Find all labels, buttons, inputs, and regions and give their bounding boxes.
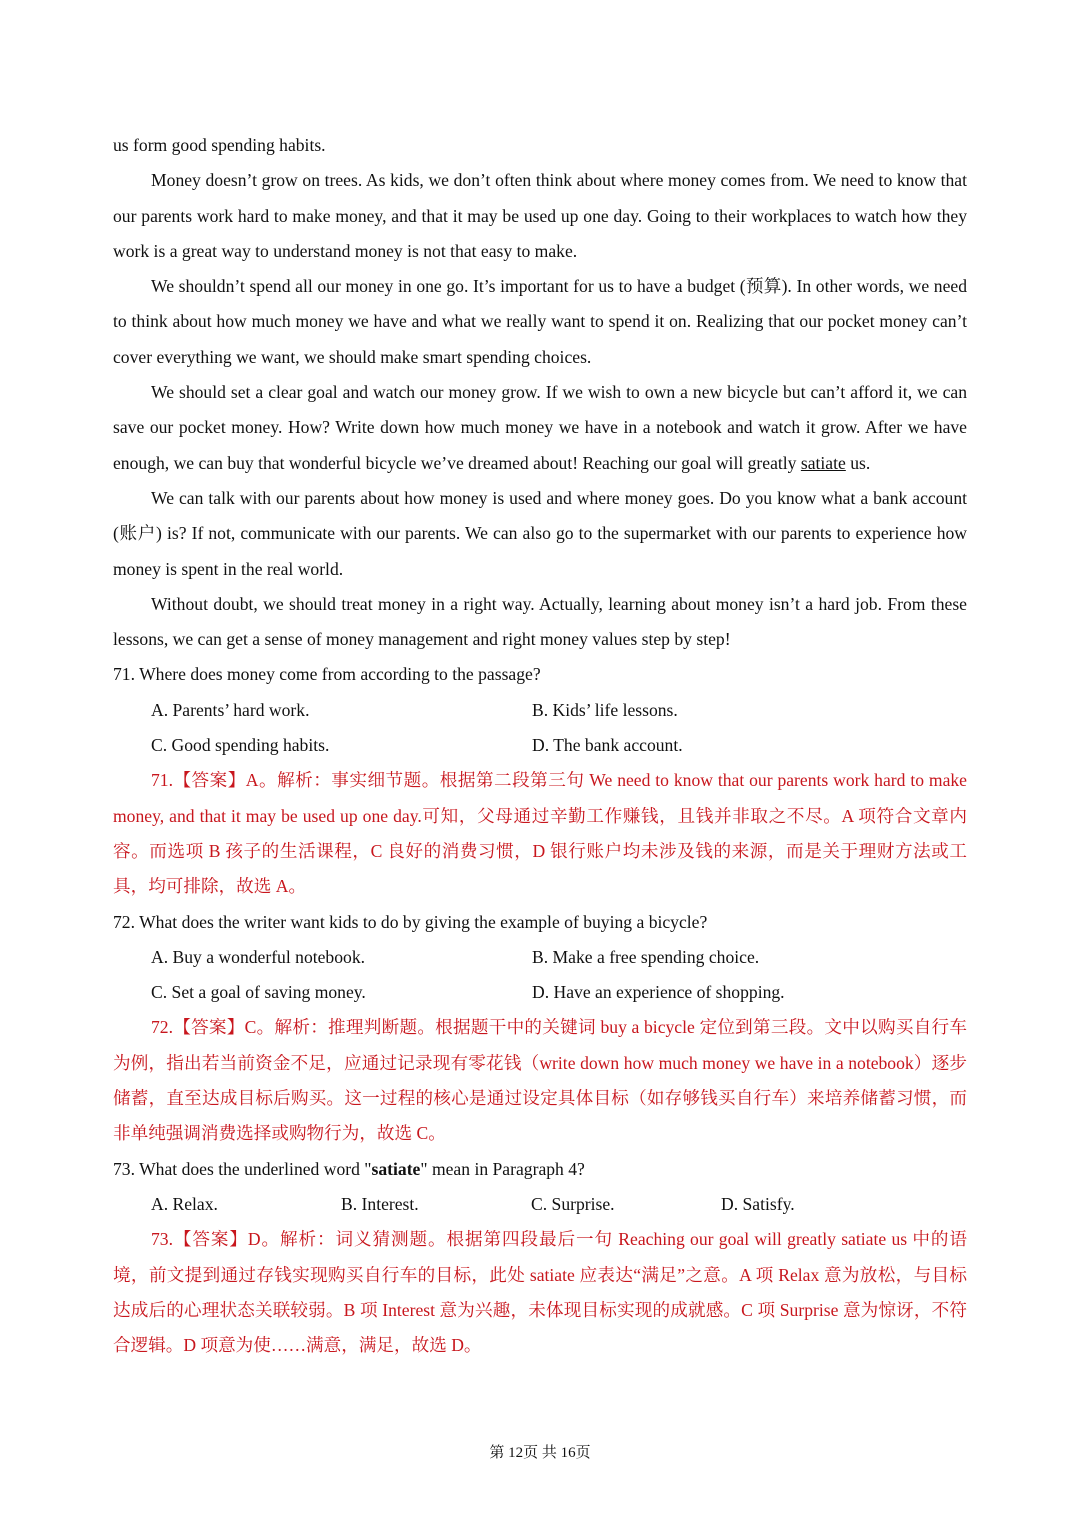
question-73-option-d: D. Satisfy. [721, 1193, 795, 1214]
question-73-stem [113, 1152, 967, 1187]
question-71-option-b: B. Kids’ life lessons. [532, 699, 678, 720]
question-72-option-d: D. Have an experience of shopping. [532, 982, 785, 1003]
passage-paragraph-4: We can talk with our parents about how money is used and where money goes. Do you know what a bank account (账户) is? If not, communicate with our parents. We can also go to the supermarket with our parents to experience how money is spent in the real world. [113, 487, 967, 579]
question-71-option-c: C. Good spending habits. [151, 735, 330, 756]
underlined-word-satiate: satiate [800, 452, 846, 473]
paragraph-3-text: We should set a clear goal and watch our money grow. If we wish to own a new bicycle but can’t afford it, we can save our pocket money. How? Write down how much money we have in a notebook and watch it grow. After we have enough, we can buy that wonderful bicycle we’ve dreamed about! Reaching our goal will greatly [113, 382, 967, 473]
question-73-bold-word: satiate [371, 1158, 421, 1179]
question-71-options-row-1 [113, 693, 967, 728]
paragraph-3-end: us. [845, 452, 871, 473]
question-73-option-a: A. Relax. [151, 1193, 218, 1214]
question-71-options-row-2 [113, 728, 967, 763]
question-72-options-row-2 [113, 975, 967, 1010]
question-71-option-a: A. Parents’ hard work. [151, 699, 310, 720]
question-72-answer: 72.【答案】C。解析：推理判断题。根据题干中的关键词 buy a bicycle 定位到第三段。文中以购买自行车为例，指出若当前资金不足，应通过记录现有零花钱（write down how much money we have in a notebook）逐步储蓄，直至达成目标后购买。这一过程的核心是通过设定具体目标（如存够钱买自行车）来培养储蓄习惯，而非单纯强调消费选择或购物行为，故选 C。 [113, 1017, 967, 1144]
question-71-answer: 71.【答案】A。解析：事实细节题。根据第二段第三句 We need to know that our parents work hard to make money, and that it may be used up one day.可知，父母通过辛勤工作赚钱，且钱并非取之不尽。A 项符合文章内容。而选项 B 孩子的生活课程，C 良好的消费习惯，D 银行账户均未涉及钱的来源，而是关于理财方法或工具，均可排除，故选 A。 [113, 770, 967, 897]
question-73-option-b: B. Interest. [341, 1193, 419, 1214]
question-71-stem: 71. Where does money come from according to the passage? [113, 664, 541, 685]
question-73-option-c: C. Surprise. [531, 1193, 615, 1214]
question-72-stem: 72. What does the writer want kids to do by giving the example of buying a bicycle? [113, 911, 708, 932]
passage-paragraph-5: Without doubt, we should treat money in a right way. Actually, learning about money isn’t a hard job. From these lessons, we can get a sense of money management and right money values step by step! [113, 593, 967, 650]
question-73-options-row [113, 1187, 967, 1222]
question-71-option-d: D. The bank account. [532, 735, 683, 756]
question-73-stem-pre: 73. What does the underlined word " [113, 1158, 372, 1179]
question-73-answer: 73.【答案】D。解析：词义猜测题。根据第四段最后一句 Reaching our goal will greatly satiate us 中的语境，前文提到通过存钱实现购买自行车的目标，此处 satiate 应表达“满足”之意。A 项 Relax 意为放松，与目标达成后的心理状态关联较弱。B 项 Interest 意为兴趣，未体现目标实现的成就感。C 项 Surprise 意为惊讶，不符合逻辑。D 项意为使……满意，满足，故选 D。 [113, 1229, 967, 1356]
question-72-option-b: B. Make a free spending choice. [532, 946, 760, 967]
page-content [113, 128, 967, 1363]
passage-paragraph-1: Money doesn’t grow on trees. As kids, we don’t often think about where money comes from. We need to know that our parents work hard to make money, and that it may be used up one day. Going to their workplaces to watch how they work is a great way to understand money is not that easy to make. [113, 170, 967, 261]
question-73-stem-post: " mean in Paragraph 4? [420, 1158, 585, 1179]
question-72-option-a: A. Buy a wonderful notebook. [151, 946, 366, 967]
passage-paragraph-3 [113, 375, 967, 481]
page-footer-number: 第 12页 共 16页 [489, 1445, 591, 1461]
passage-paragraph-2: We shouldn’t spend all our money in one go. It’s important for us to have a budget (预算). In other words, we need to think about how much money we have and what we really want to spend it on. Realizing that our pocket money can’t cover everything we want, we should make smart spending choices. [113, 276, 967, 367]
question-72-options-row-1 [113, 940, 967, 975]
passage-paragraph-0: us form good spending habits. [113, 135, 326, 155]
question-72-option-c: C. Set a goal of saving money. [151, 982, 366, 1003]
